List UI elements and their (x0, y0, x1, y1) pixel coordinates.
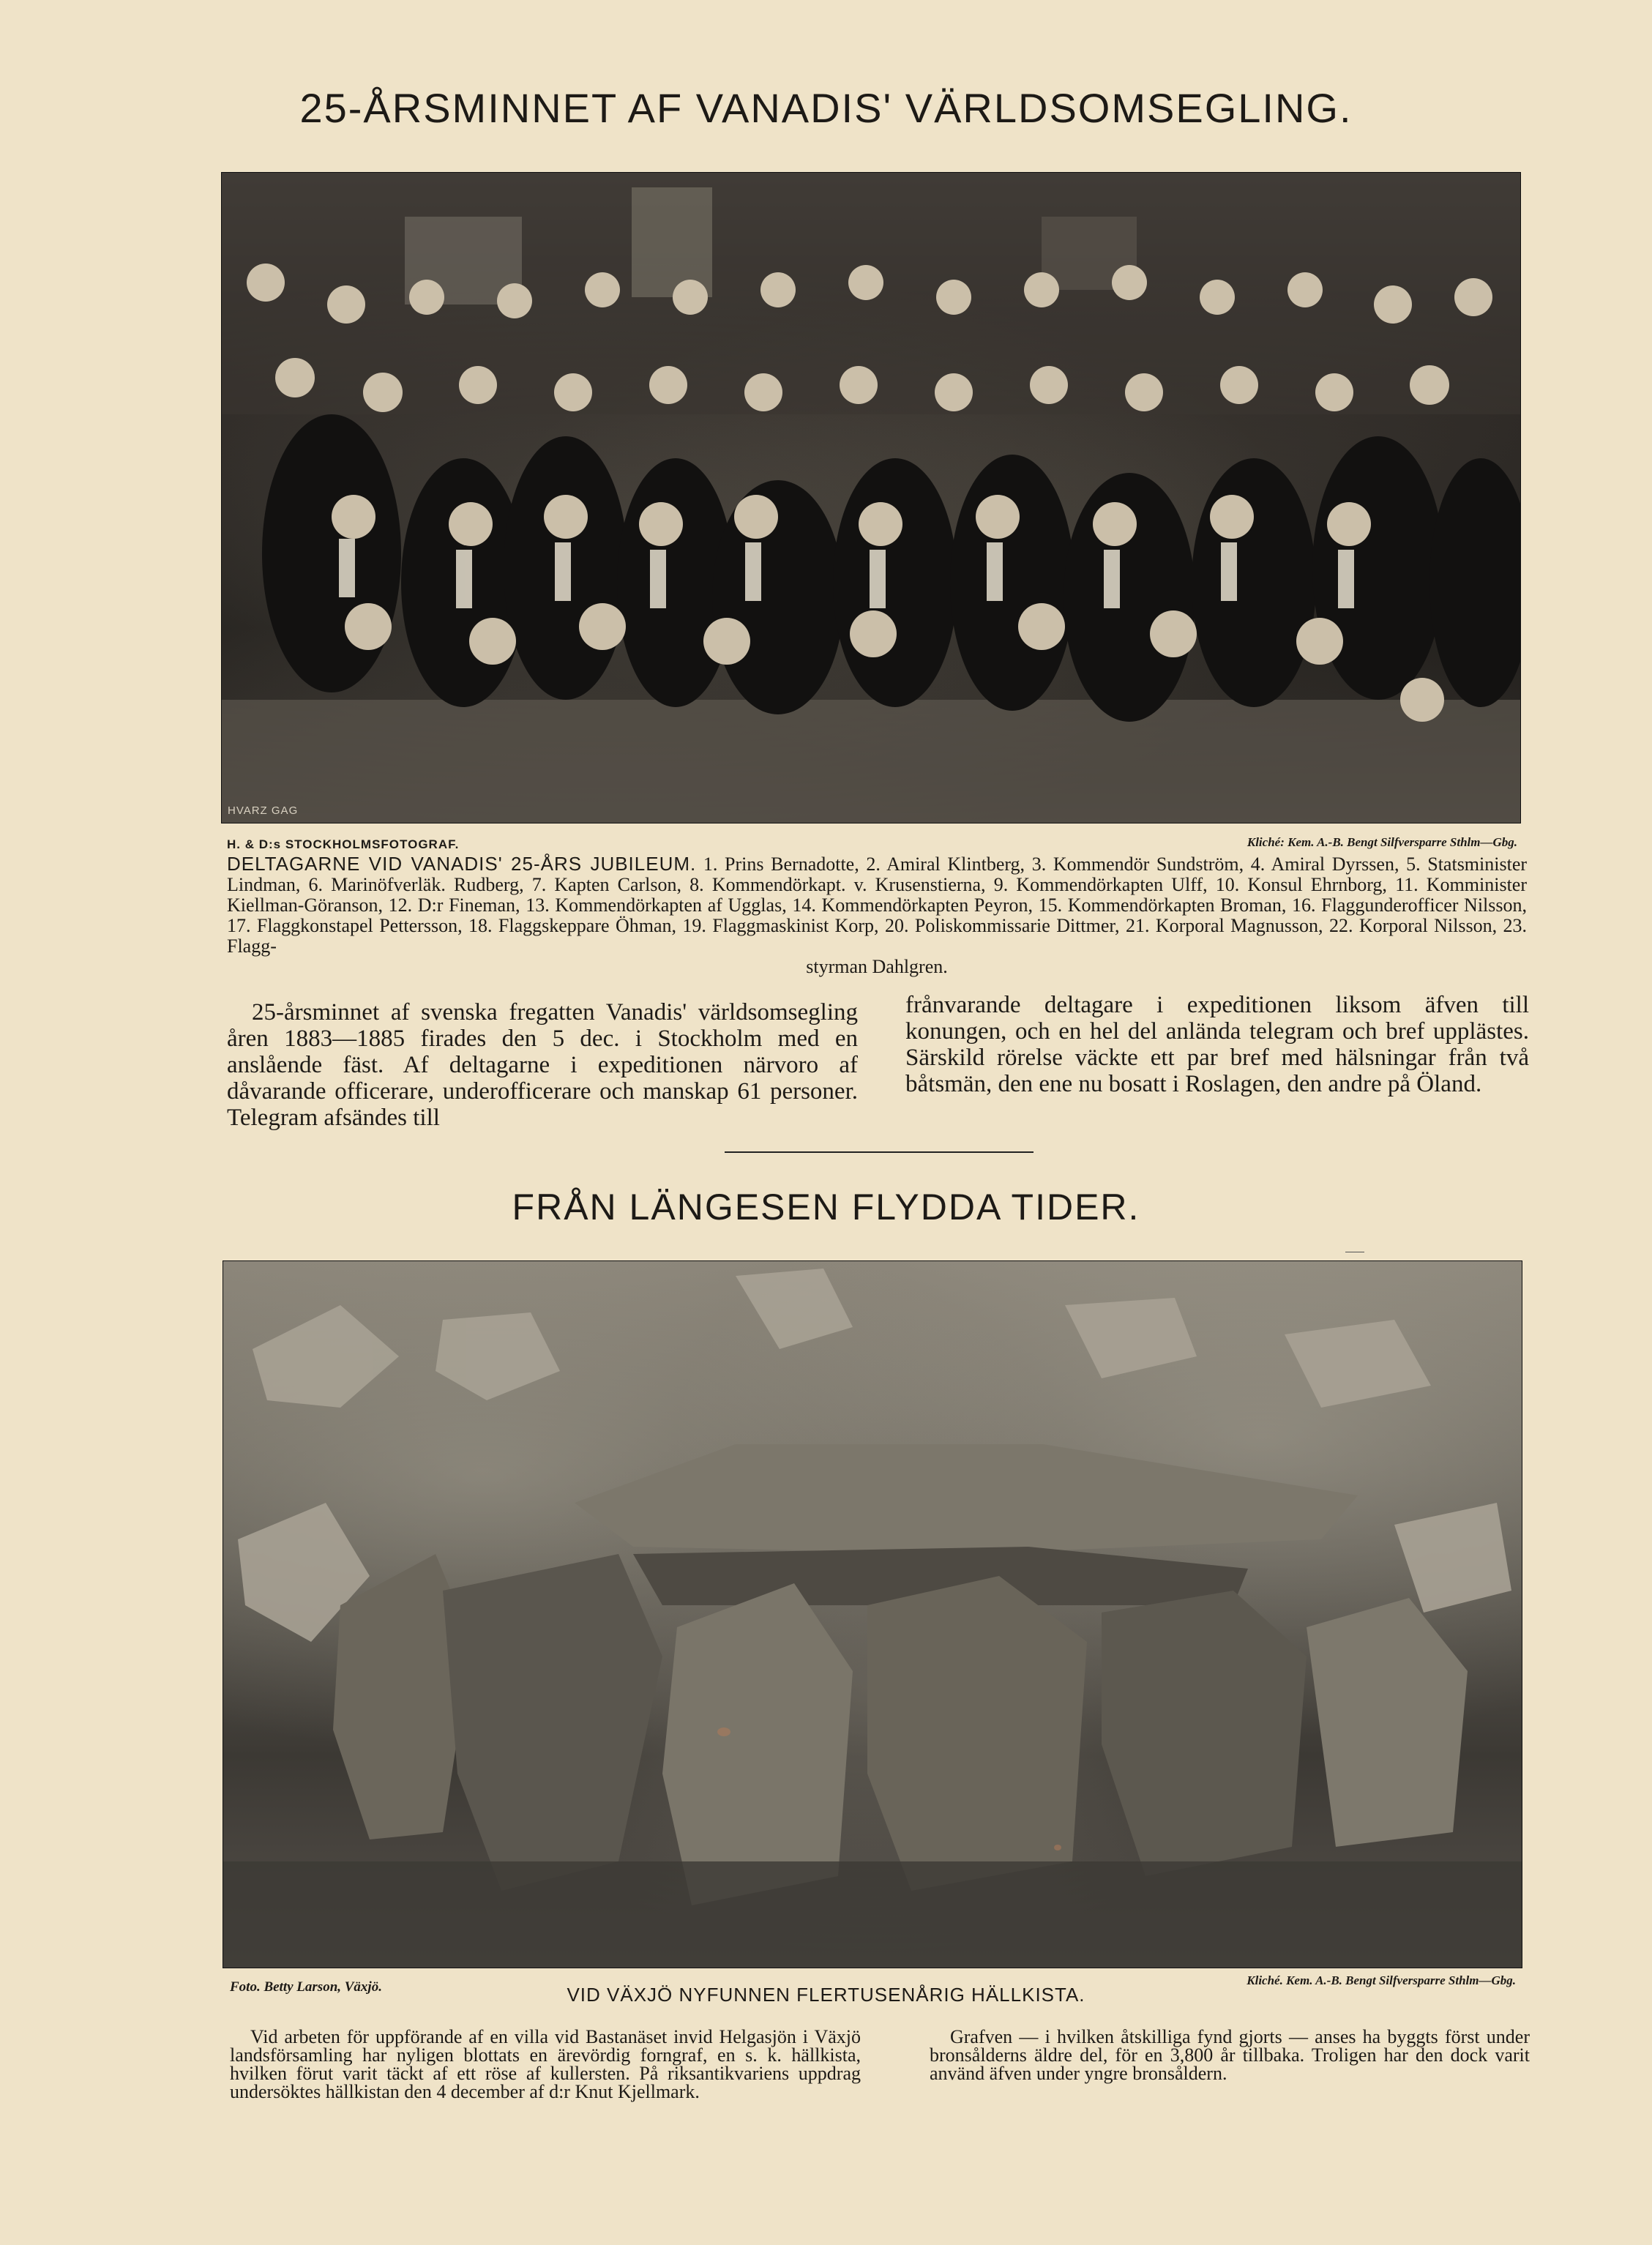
cliche-credit: Kliché: Kem. A.-B. Bengt Silfversparre Sthlm—Gbg. (1247, 835, 1517, 849)
group-photo-illustration (222, 173, 1520, 823)
article1-column1: 25-årsminnet af svenska fregatten Vanadis' världsomsegling åren 1883—1885 firades den 5 dec. i Stockholm med en anslående fäst. Af deltagarne i expeditionen närvoro af dåvarande officerare, underofficerare och manskap 61 personer. Telegram afsändes till (227, 999, 858, 1131)
paper-stain (1054, 1845, 1061, 1850)
caption-lead: DELTAGARNE VID VANADIS' 25-ÅRS JUBILEUM. (227, 853, 697, 875)
group-photo-vanadis-jubilee (221, 172, 1521, 823)
stone-cist-photo (223, 1260, 1522, 1968)
paper-stain (717, 1727, 730, 1736)
middle-headline: FRÅN LÄNGESEN FLYDDA TIDER. (512, 1187, 1140, 1228)
photographer-credit: H. & D:s STOCKHOLMSFOTOGRAF. (227, 837, 460, 851)
photographer-credit-2: Foto. Betty Larson, Växjö. (230, 1979, 382, 1995)
photo2-caption: VID VÄXJÖ NYFUNNEN FLERTUSENÅRIG HÄLLKISTA. (567, 1984, 1085, 2006)
stone-cist-illustration (223, 1261, 1522, 1968)
article2-column1: Vid arbeten för uppförande af en villa vid Bastanäset invid Helgasjön i Växjö landsförsamling har nyligen blottats en ärevördig forngraf, en s. k. hällkista, hvilken förut varit täckt af ett röse af kullersten. På riksantikvariens uppdrag undersöktes hällkistan den 4 december af d:r Knut Kjellmark. (230, 2026, 861, 2102)
photo-corner-mark: HVARZ GAG (228, 804, 299, 817)
photo-caption (227, 853, 1527, 977)
article2-column2: Grafven — i hvilken åtskilliga fynd gjorts — anses ha byggts först under bronsålderns äldre del, för en 3,800 år tillbaka. Troligen har den dock varit använd äfven under yngre bronsåldern. (930, 2026, 1530, 2084)
caption-body: 1. Prins Bernadotte, 2. Amiral Klintberg, 3. Kommendör Sundström, 4. Amiral Dyrssen, 5. Statsminister Lindman, 6. Marinöfverläk. Rudberg, 7. Kapten Carlson, 8. Kommendörkapt. v. Krusenstierna, 9. Kommendörkapten Ulff, 10. Konsul Ehrnborg, 11. Komminister Kiellman-Göranson, 12. D:r Fineman, 13. Kommendörkapten af Ugglas, 14. Kommendörkapten Peyron, 15. Kommendörkapten Broman, 16. Flaggunderofficer Nilsson, 17. Flaggkonstapel Pettersson, 18. Flaggskeppare Öhman, 19. Flaggmaskinist Korp, 20. Poliskommissarie Dittmer, 21. Korporal Magnusson, 22. Korporal Nilsson, 23. Flagg- (227, 853, 1528, 957)
article1-column2: frånvarande deltagare i expeditionen liksom äfven till konungen, och en hel del anlända telegram och bref upplästes. Särskild rörelse väckte ett par bref med hälsningar från två båtsmän, den ene nu bosatt i Roslagen, den andre på Öland. (905, 992, 1529, 1097)
caption-last-line: styrman Dahlgren. (806, 956, 948, 977)
cliche-credit-2: Kliché. Kem. A.-B. Bengt Silfversparre Sthlm—Gbg. (1247, 1973, 1516, 1987)
section-divider (725, 1151, 1034, 1153)
top-headline: 25-ÅRSMINNET AF VANADIS' VÄRLDSOMSEGLING. (299, 85, 1353, 131)
